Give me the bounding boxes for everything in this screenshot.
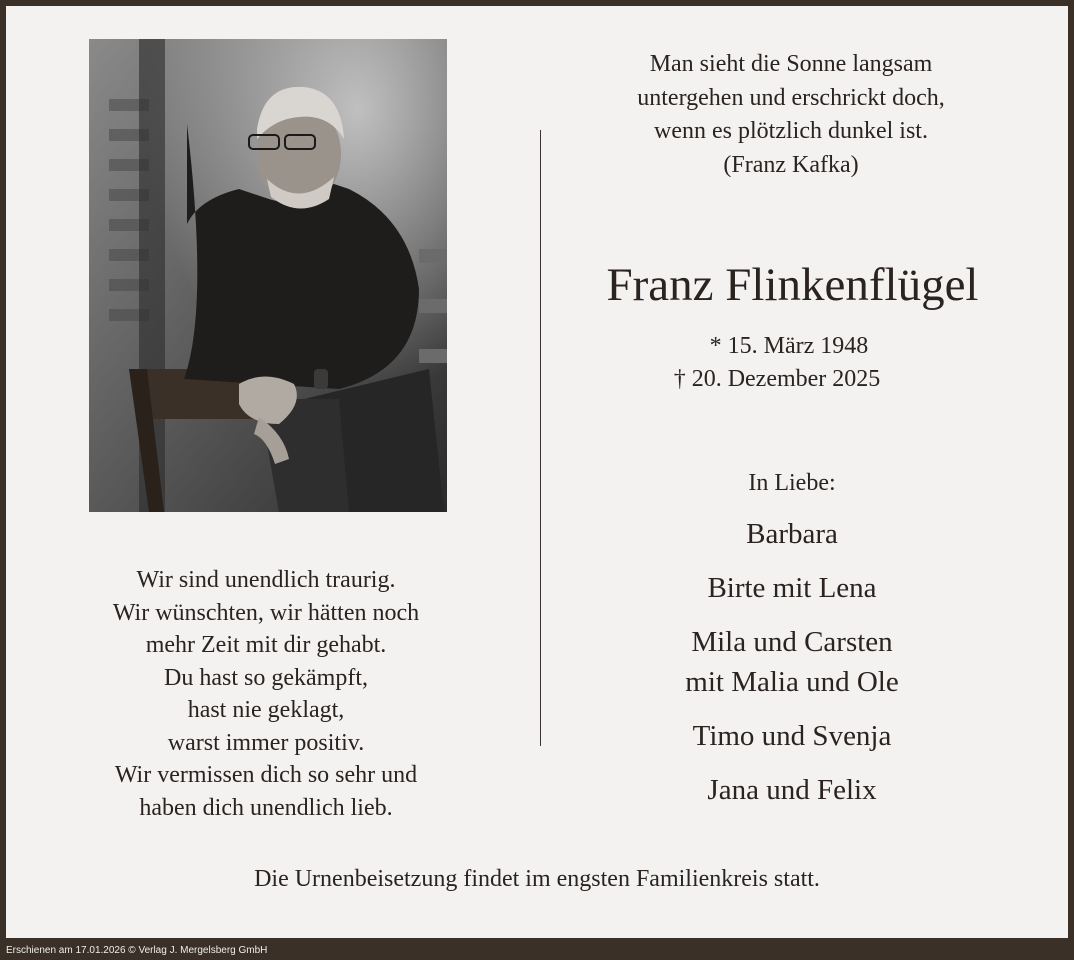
- life-dates: [606, 330, 976, 396]
- family-entry: [606, 716, 978, 756]
- vertical-divider: [540, 130, 541, 746]
- family-entry: [606, 568, 978, 608]
- family-member: Timo und Svenja: [692, 720, 892, 752]
- family-member: Barbara: [746, 518, 838, 550]
- deceased-name: Franz Flinkenflügel: [606, 259, 979, 311]
- poem-line: mehr Zeit mit dir gehabt.: [145, 632, 387, 658]
- birth-date: * 15. März 1948: [709, 333, 869, 359]
- quote-line: Man sieht die Sonne langsam: [649, 51, 933, 77]
- family-entry: [606, 770, 978, 810]
- family-entry: [606, 622, 978, 702]
- poem-line: haben dich unendlich lieb.: [139, 794, 393, 821]
- kafka-quote: [566, 48, 1016, 182]
- family-heading: In Liebe:: [748, 470, 836, 496]
- quote-line: wenn es plötzlich dunkel ist.: [654, 118, 928, 144]
- publication-footer: Erschienen am 17.01.2026 © Verlag J. Mergelsberg GmbH: [6, 945, 268, 956]
- burial-notice: Die Urnenbeisetzung findet im engsten Familienkreis statt.: [254, 866, 820, 892]
- obituary-card: [6, 6, 1068, 938]
- poem-line: Wir vermissen dich so sehr und: [114, 762, 418, 788]
- poem-line: Du hast so gekämpft,: [164, 664, 368, 691]
- family-list: [606, 514, 978, 824]
- mourning-poem: [66, 564, 466, 824]
- portrait-photo: [89, 39, 447, 512]
- quote-attribution: (Franz Kafka): [723, 151, 859, 178]
- poem-line: Wir wünschten, wir hätten noch: [112, 599, 420, 626]
- poem-line: warst immer positiv.: [167, 729, 365, 756]
- family-member: Birte mit Lena: [707, 572, 877, 604]
- quote-line: untergehen und erschrickt doch,: [637, 84, 945, 111]
- poem-line: hast nie geklagt,: [187, 697, 345, 723]
- family-member: Mila und Carsten: [691, 626, 893, 658]
- family-member: mit Malia und Ole: [685, 666, 899, 698]
- death-date: † 20. Dezember 2025: [673, 366, 881, 392]
- family-entry: [606, 514, 978, 554]
- family-member: Jana und Felix: [707, 774, 877, 806]
- poem-line: Wir sind unendlich traurig.: [136, 567, 396, 593]
